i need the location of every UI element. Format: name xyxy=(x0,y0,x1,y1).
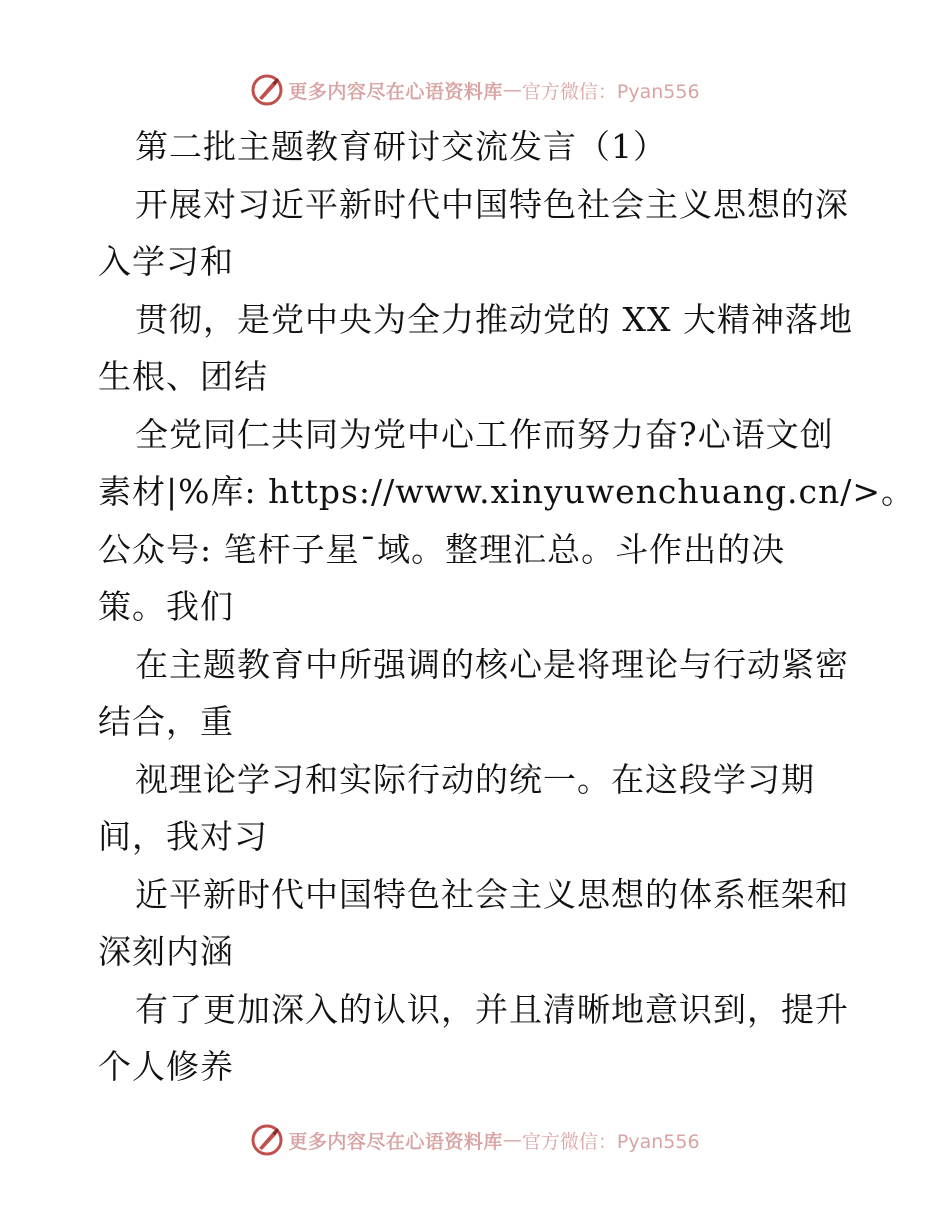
document-title: 第二批主题教育研讨交流发言（1） xyxy=(135,127,667,166)
header-watermark xyxy=(0,70,950,110)
watermark-suffix-text: 官方微信：Pyan556 xyxy=(521,1130,700,1153)
paragraph-line: 公众号: 笔杆子星¯域。整理汇总。斗作出的决 xyxy=(98,529,786,569)
quill-logo-icon xyxy=(250,73,284,107)
footer-watermark xyxy=(0,1120,950,1160)
paragraph-line: 全党同仁共同为党中心工作而努力奋?心语文创 xyxy=(135,414,834,454)
paragraph-line: 策。我们 xyxy=(98,587,234,626)
watermark-main-text: 更多内容尽在心语资料库 xyxy=(288,80,503,103)
document-body xyxy=(98,118,915,1096)
watermark-dash: — xyxy=(502,1129,522,1151)
paragraph-line: 间，我对习 xyxy=(98,817,268,856)
paragraph-line: 入学习和 xyxy=(98,242,234,281)
paragraph-line: 深刻内涵 xyxy=(98,932,234,971)
quill-logo-icon xyxy=(250,1123,284,1157)
paragraph-line: 在主题教育中所强调的核心是将理论与行动紧密 xyxy=(135,644,849,684)
paragraph-line: 生根、团结 xyxy=(98,357,268,396)
paragraph-line: 结合，重 xyxy=(98,702,234,741)
paragraph-line: 开展对习近平新时代中国特色社会主义思想的深 xyxy=(135,184,849,224)
watermark-suffix-text: 官方微信：Pyan556 xyxy=(521,80,700,103)
paragraph-line: 个人修养 xyxy=(98,1047,234,1086)
watermark-main-text: 更多内容尽在心语资料库 xyxy=(288,1130,503,1153)
paragraph-line: 有了更加深入的认识，并且清晰地意识到，提升 xyxy=(135,989,849,1029)
paragraph-line: 近平新时代中国特色社会主义思想的体系框架和 xyxy=(135,874,849,914)
paragraph-line: 贯彻，是党中央为全力推动党的 XX 大精神落地 xyxy=(135,299,853,339)
watermark-dash: — xyxy=(502,79,522,101)
paragraph-line: 素材|%库: https://www.xinyuwenchuang.cn/>。 xyxy=(98,472,915,511)
paragraph-line: 视理论学习和实际行动的统一。在这段学习期 xyxy=(135,759,815,799)
